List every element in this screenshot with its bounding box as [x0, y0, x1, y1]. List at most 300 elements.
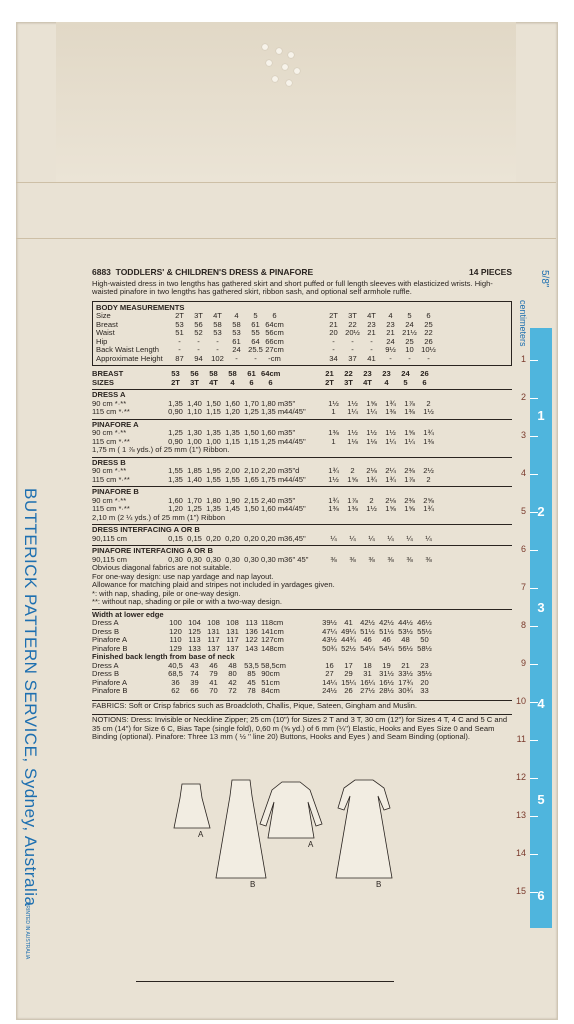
- ruler-cm-mark: 2: [520, 392, 526, 402]
- finished-measurements: [92, 609, 512, 696]
- ruler-tick: [530, 550, 538, 551]
- imperial-value: 23: [367, 319, 376, 329]
- metric-value: 51: [175, 328, 184, 338]
- ruler-tick: [530, 854, 538, 855]
- row-label: Back Waist Length: [96, 345, 160, 355]
- metric-value: 1,15: [225, 436, 240, 446]
- metric-value: 1,25: [168, 428, 183, 438]
- spacer: [280, 662, 320, 671]
- metric-value: 51cm: [261, 677, 280, 687]
- imperial-value: 1½: [347, 398, 358, 408]
- metric-value: 2,15: [244, 495, 259, 505]
- imperial-value: 4: [388, 311, 393, 321]
- imperial-value: 10: [405, 345, 414, 355]
- metric-value: 1,40: [187, 474, 202, 484]
- imperial-value: 2¼: [385, 466, 396, 476]
- row-label: 90 cm *·**: [92, 398, 127, 408]
- ruler-unit-label: centimeters: [518, 300, 528, 347]
- row-label: 115 cm *·**: [92, 407, 130, 417]
- imperial-value: 23: [420, 660, 429, 670]
- metric-value: 1,20: [168, 504, 183, 514]
- spacer: [284, 346, 294, 355]
- imperial-value: 43½: [322, 635, 337, 645]
- imperial-value: 20: [329, 328, 338, 338]
- metric-value: 1,75 m: [261, 474, 285, 484]
- metric-value: 1,60 m: [261, 504, 285, 514]
- metric-value: 1,50: [244, 504, 259, 514]
- ruler-inch-mark: 4: [537, 696, 545, 711]
- metric-value: 1,80: [206, 495, 221, 505]
- imperial-value: 2: [350, 466, 355, 476]
- spacer: [280, 628, 320, 637]
- bottom-rule: [136, 981, 394, 982]
- spacer: [280, 619, 320, 628]
- metric-value: 61: [232, 336, 241, 346]
- imperial-value: 1⅝: [385, 504, 396, 514]
- metric-value: 113: [245, 618, 258, 628]
- imperial-value: 1¼: [366, 407, 377, 417]
- imperial-value: ¼: [425, 533, 432, 543]
- imperial-value: 1⅛: [347, 436, 358, 446]
- ruler-tick: [530, 474, 538, 475]
- finished-heading: Width at lower edge: [92, 609, 164, 619]
- imperial-value: 44¾: [341, 635, 356, 645]
- metric-value: 85: [247, 669, 256, 679]
- ruler-inch-mark: 5: [537, 792, 545, 807]
- imperial-value: ⅜: [406, 554, 413, 564]
- imperial-value: 19: [382, 660, 391, 670]
- metric-value: 0,30: [244, 554, 259, 564]
- metric-value: 1,35: [168, 398, 183, 408]
- dress-b-illustration: [336, 780, 392, 878]
- metric-value: 0,20 m: [261, 533, 285, 543]
- imperial-value: 21: [401, 660, 410, 670]
- metric-value: 1,25 m: [261, 436, 285, 446]
- imperial-value: 1½: [385, 428, 396, 438]
- metric-value: 1,85: [187, 466, 202, 476]
- metric-value: 56: [194, 319, 203, 329]
- imperial-value: 1½: [423, 407, 434, 417]
- metric-value: 1,60: [225, 398, 240, 408]
- ruler-inch-mark: 1: [537, 408, 545, 423]
- finished-row: [92, 670, 512, 679]
- metric-value: 0,20: [225, 533, 240, 543]
- dress-a-illustration: [260, 782, 322, 838]
- metric-value: 136: [245, 626, 258, 636]
- spacer: [294, 329, 324, 338]
- yardage-section: [92, 389, 512, 417]
- metric-value: 46: [209, 660, 218, 670]
- imperial-value: 44½: [398, 618, 413, 628]
- imperial-value: 5: [407, 311, 412, 321]
- metric-value: 125: [188, 626, 201, 636]
- imperial-value: 30¾: [398, 686, 413, 696]
- metric-value: 1,35: [206, 504, 221, 514]
- metric-value: 87: [175, 353, 184, 363]
- metric-value: -: [235, 353, 238, 363]
- spacer: [280, 679, 320, 688]
- metric-value: 133: [188, 643, 201, 653]
- ruler-cm-mark: 4: [520, 468, 526, 478]
- metric-value: 0,20: [244, 533, 259, 543]
- imperial-value: 26: [424, 336, 433, 346]
- imperial-value: 50: [420, 635, 429, 645]
- imperial-value: 25: [405, 336, 414, 346]
- imperial-value: 33½: [398, 669, 413, 679]
- imperial-value: 1⅝: [404, 504, 415, 514]
- imperial-value: 47¼: [322, 626, 337, 636]
- ruler-tick: [530, 626, 538, 627]
- imperial-value: 1⅜: [423, 436, 434, 446]
- finished-heading: Finished back length from base of neck: [92, 652, 235, 662]
- metric-value: 1,00: [187, 436, 202, 446]
- spacer: [284, 321, 294, 330]
- imperial-value: 24: [386, 336, 395, 346]
- row-label: Dress B: [92, 626, 120, 636]
- imperial-value: 1½: [328, 474, 339, 484]
- metric-value: 64cm: [265, 319, 284, 329]
- imperial-value: 14¼: [322, 677, 337, 687]
- imperial-value: 33: [420, 686, 429, 696]
- imperial-value: 24: [405, 319, 414, 329]
- imperial-value: 42½: [379, 618, 394, 628]
- yardage-row: [92, 535, 512, 544]
- spacer: [294, 338, 324, 347]
- imperial-value: ⅜: [330, 554, 337, 564]
- metric-value: 43: [190, 660, 199, 670]
- imperial-value: 1: [331, 436, 336, 446]
- metric-value: 24: [232, 345, 241, 355]
- fabrics-text: FABRICS: Soft or Crisp fabrics such as Broadcloth, Challis, Pique, Sateen, Gingham and Muslin.: [92, 700, 512, 711]
- row-label: Approximate Height: [96, 353, 163, 363]
- ruler-cm-mark: 12: [515, 772, 526, 782]
- row-label: 90,115 cm: [92, 533, 127, 543]
- metric-value: 1,35: [225, 428, 240, 438]
- metric-value: 108: [207, 618, 220, 628]
- imperial-value: 2T: [329, 311, 338, 321]
- fabric-width: 35": [284, 398, 296, 408]
- spacer: [280, 370, 320, 379]
- imperial-value: 23: [382, 369, 391, 379]
- imperial-value: 41: [344, 618, 353, 628]
- imperial-value: ¼: [330, 533, 337, 543]
- imperial-value: 16¼: [360, 677, 375, 687]
- metric-value: -: [197, 345, 200, 355]
- imperial-value: 21½: [402, 328, 417, 338]
- metric-value: 0,15: [187, 533, 202, 543]
- imperial-value: 1½: [366, 428, 377, 438]
- ruler-cm-mark: 13: [515, 810, 526, 820]
- fabric-width: 44/45": [284, 407, 306, 417]
- metric-value: 148cm: [261, 643, 284, 653]
- metric-value: -: [216, 336, 219, 346]
- imperial-value: ¼: [387, 533, 394, 543]
- imperial-value: 18: [363, 660, 372, 670]
- row-label: 90 cm *·**: [92, 428, 127, 438]
- yardage-table: [92, 370, 512, 564]
- row-label: Dress B: [92, 669, 120, 679]
- measurement-row: [96, 329, 508, 338]
- ruler-tick: [530, 740, 538, 741]
- row-label: Waist: [96, 328, 115, 338]
- metric-value: 1,30: [187, 428, 202, 438]
- metric-value: 1,55: [206, 474, 221, 484]
- pattern-number: 6883: [92, 267, 111, 277]
- ruler-cm-mark: 6: [520, 544, 526, 554]
- metric-value: 2T: [171, 377, 180, 387]
- imperial-value: 16½: [379, 677, 394, 687]
- metric-value: 5: [253, 311, 258, 321]
- spacer: [284, 329, 294, 338]
- metric-value: 1,10: [187, 407, 202, 417]
- metric-value: 78: [247, 686, 256, 696]
- metric-value: 0,90: [168, 407, 183, 417]
- metric-value: 62: [171, 686, 180, 696]
- imperial-value: 23: [363, 369, 372, 379]
- seam-fraction: 5/8": [539, 270, 550, 288]
- fabric-width: 44/45": [284, 504, 306, 514]
- imperial-value: 1¾: [423, 428, 434, 438]
- metric-value: 1,70: [244, 398, 259, 408]
- metric-value: 110: [169, 635, 182, 645]
- metric-value: 25.5: [248, 345, 263, 355]
- imperial-value: 55½: [417, 626, 432, 636]
- ruler-cm-mark: 9: [520, 658, 526, 668]
- ruler-inch-mark: 2: [537, 504, 545, 519]
- measurement-row: [96, 321, 508, 330]
- section-heading: DRESS A: [92, 390, 126, 400]
- finished-row: [92, 619, 512, 628]
- yardage-header-row: [92, 379, 512, 388]
- metric-value: 141cm: [261, 626, 284, 636]
- imperial-value: 22: [344, 369, 353, 379]
- measurement-row: [96, 312, 508, 321]
- metric-value: 6: [249, 377, 254, 387]
- metric-value: 1,50: [206, 398, 221, 408]
- imperial-value: 2½: [423, 466, 434, 476]
- metric-value: 137: [207, 643, 220, 653]
- body-measurements-table: [92, 301, 512, 367]
- imperial-value: 1¾: [423, 504, 434, 514]
- row-label: 90,115 cm: [92, 554, 127, 564]
- notions-text: NOTIONS: Dress: Invisible or Neckline Zipper; 25 cm (10") for Sizes 2 T and 3 T, 30 cm (12") for Sizes 4 T, 4 C and 5 C and 35 cm (14") for Size 6 C, Bias Tape (single fold), 0,60 m (⅝ yd.) of 6 mm (¼") Elastic, Hooks and Eyes Size 0 and Seam Binding (optional). Pinafore: Three 13 mm ( ½ '' line 20) Buttons, Hooks and Eyes ) and Seam Binding (optional).: [92, 714, 512, 742]
- spacer: [280, 636, 320, 645]
- metric-value: 2T: [175, 311, 184, 321]
- ruler-tick: [530, 360, 538, 361]
- imperial-value: -: [332, 336, 335, 346]
- imperial-value: 1⅝: [347, 474, 358, 484]
- ruler-cm-mark: 14: [515, 848, 526, 858]
- metric-value: 4T: [213, 311, 222, 321]
- spacer: [280, 645, 320, 654]
- row-label: Breast: [96, 319, 118, 329]
- metric-value: 1,35: [168, 474, 183, 484]
- imperial-value: 1¾: [385, 474, 396, 484]
- metric-value: -: [197, 336, 200, 346]
- ruler-cm-mark: 7: [520, 582, 526, 592]
- row-label: BREAST: [92, 369, 124, 379]
- imperial-value: 1¾: [366, 474, 377, 484]
- metric-value: 3T: [194, 311, 203, 321]
- imperial-value: -: [370, 336, 373, 346]
- ruler-inch-mark: 6: [537, 888, 545, 903]
- metric-value: 0,30: [225, 554, 240, 564]
- imperial-value: 1⅜: [385, 407, 396, 417]
- imperial-value: 2: [426, 398, 431, 408]
- imperial-value: ⅜: [349, 554, 356, 564]
- imperial-value: 29: [344, 669, 353, 679]
- section-heading: PINAFORE INTERFACING A OR B: [92, 546, 213, 556]
- imperial-value: 2: [369, 495, 374, 505]
- imperial-value: 24½: [322, 686, 337, 696]
- finished-row: [92, 679, 512, 688]
- fabric-notes: [92, 564, 512, 607]
- view-label: B: [376, 880, 382, 889]
- spacer: [284, 338, 294, 347]
- metric-value: 42: [228, 677, 237, 687]
- metric-value: 131: [207, 626, 220, 636]
- metric-value: 6: [272, 311, 277, 321]
- fabric-width: 35"d: [284, 466, 300, 476]
- metric-value: -: [216, 345, 219, 355]
- imperial-value: 51½: [379, 626, 394, 636]
- metric-value: 129: [169, 643, 182, 653]
- ruler-cm-mark: 1: [520, 354, 526, 364]
- row-label: Hip: [96, 336, 108, 346]
- measurement-row: [96, 355, 508, 364]
- metric-value: 55: [251, 328, 260, 338]
- body-measurements-heading: BODY MEASUREMENTS: [96, 302, 185, 312]
- yardage-section: [92, 524, 512, 543]
- metric-value: 0,15: [168, 533, 183, 543]
- imperial-value: 25: [424, 319, 433, 329]
- spacer: [284, 312, 294, 321]
- punch-holes: [258, 42, 308, 92]
- spacer: [284, 355, 294, 364]
- garment-illustrations: [170, 778, 400, 890]
- metric-value: -: [178, 336, 181, 346]
- metric-value: 74: [190, 669, 199, 679]
- imperial-value: 2⅜: [404, 466, 415, 476]
- view-label: B: [250, 880, 256, 889]
- imperial-value: -: [351, 336, 354, 346]
- imperial-value: 1¾: [385, 398, 396, 408]
- metric-value: 56: [190, 369, 199, 379]
- fabric-width: 44/45": [284, 436, 306, 446]
- imperial-value: 1⅞: [404, 474, 415, 484]
- pinafore-b-illustration: [216, 780, 266, 878]
- spacer: [294, 355, 324, 364]
- imperial-value: 31: [363, 669, 372, 679]
- imperial-value: 5: [403, 377, 408, 387]
- metric-value: 0,30: [168, 554, 183, 564]
- imperial-value: 46½: [417, 618, 432, 628]
- fabric-note: For one-way design: use nap yardage and nap layout.: [92, 571, 274, 581]
- metric-value: -: [178, 345, 181, 355]
- imperial-value: ¼: [349, 533, 356, 543]
- metric-value: 58,5cm: [261, 660, 286, 670]
- imperial-value: 52½: [341, 643, 356, 653]
- fabric-width: 35": [284, 495, 296, 505]
- metric-value: 53: [171, 369, 180, 379]
- metric-value: 70: [209, 686, 218, 696]
- metric-value: 1,35: [206, 428, 221, 438]
- metric-value: 56cm: [265, 328, 284, 338]
- imperial-value: 56½: [398, 643, 413, 653]
- row-label: Pinafore B: [92, 643, 128, 653]
- imperial-value: 2: [426, 474, 431, 484]
- imperial-value: 3T: [348, 311, 357, 321]
- imperial-value: 1¼: [347, 407, 358, 417]
- imperial-value: 1⅝: [404, 428, 415, 438]
- metric-value: 2,10: [244, 466, 259, 476]
- fabric-note: **: without nap, shading or pile or with a two-way design.: [92, 597, 282, 607]
- metric-value: 64: [251, 336, 260, 346]
- view-label: A: [198, 830, 204, 839]
- imperial-value: 10½: [421, 345, 436, 355]
- metric-value: 1,95: [206, 466, 221, 476]
- imperial-value: 21: [386, 328, 395, 338]
- imperial-value: 20½: [345, 328, 360, 338]
- imperial-value: 41: [367, 353, 376, 363]
- imperial-value: 28½: [379, 686, 394, 696]
- row-label: 115 cm *·**: [92, 474, 130, 484]
- ruler-tick: [530, 816, 538, 817]
- yardage-section: [92, 545, 512, 564]
- metric-value: 104: [188, 618, 201, 628]
- imperial-value: ⅜: [387, 554, 394, 564]
- fabric-note: Obvious diagonal fabrics are not suitable.: [92, 563, 232, 573]
- metric-value: 1,60 m: [261, 428, 285, 438]
- imperial-value: 2⅛: [385, 495, 396, 505]
- imperial-value: 27: [325, 669, 334, 679]
- imperial-value: 20: [420, 677, 429, 687]
- imperial-value: 4: [384, 377, 389, 387]
- ruler-cm-mark: 15: [515, 886, 526, 896]
- yardage-row: [92, 408, 512, 417]
- metric-value: 1,90: [225, 495, 240, 505]
- imperial-value: -: [427, 353, 430, 363]
- metric-value: 53,5: [244, 660, 259, 670]
- imperial-value: 39½: [322, 618, 337, 628]
- ruler-cm-mark: 5: [520, 506, 526, 516]
- metric-value: 48: [228, 660, 237, 670]
- metric-value: 1,00: [206, 436, 221, 446]
- metric-value: 102: [211, 353, 224, 363]
- ruler-tick: [530, 436, 538, 437]
- row-label: Dress A: [92, 660, 119, 670]
- metric-value: 66: [190, 686, 199, 696]
- imperial-value: 15¼: [341, 677, 356, 687]
- finished-row: [92, 662, 512, 671]
- imperial-value: 21: [329, 319, 338, 329]
- imperial-value: -: [408, 353, 411, 363]
- yardage-section: [92, 457, 512, 485]
- section-heading: PINAFORE A: [92, 419, 139, 429]
- imperial-value: ¼: [368, 533, 375, 543]
- metric-value: 143: [245, 643, 258, 653]
- imperial-value: 21: [367, 328, 376, 338]
- imperial-value: 1½: [347, 428, 358, 438]
- ruler-inch-mark: 3: [537, 600, 545, 615]
- row-label: 115 cm *·**: [92, 436, 130, 446]
- imperial-value: 2⅛: [366, 466, 377, 476]
- metric-value: 0,20: [206, 533, 221, 543]
- imperial-value: 1⅜: [404, 407, 415, 417]
- metric-value: 137: [226, 643, 239, 653]
- metric-value: 0,90: [168, 436, 183, 446]
- metric-value: 72: [228, 686, 237, 696]
